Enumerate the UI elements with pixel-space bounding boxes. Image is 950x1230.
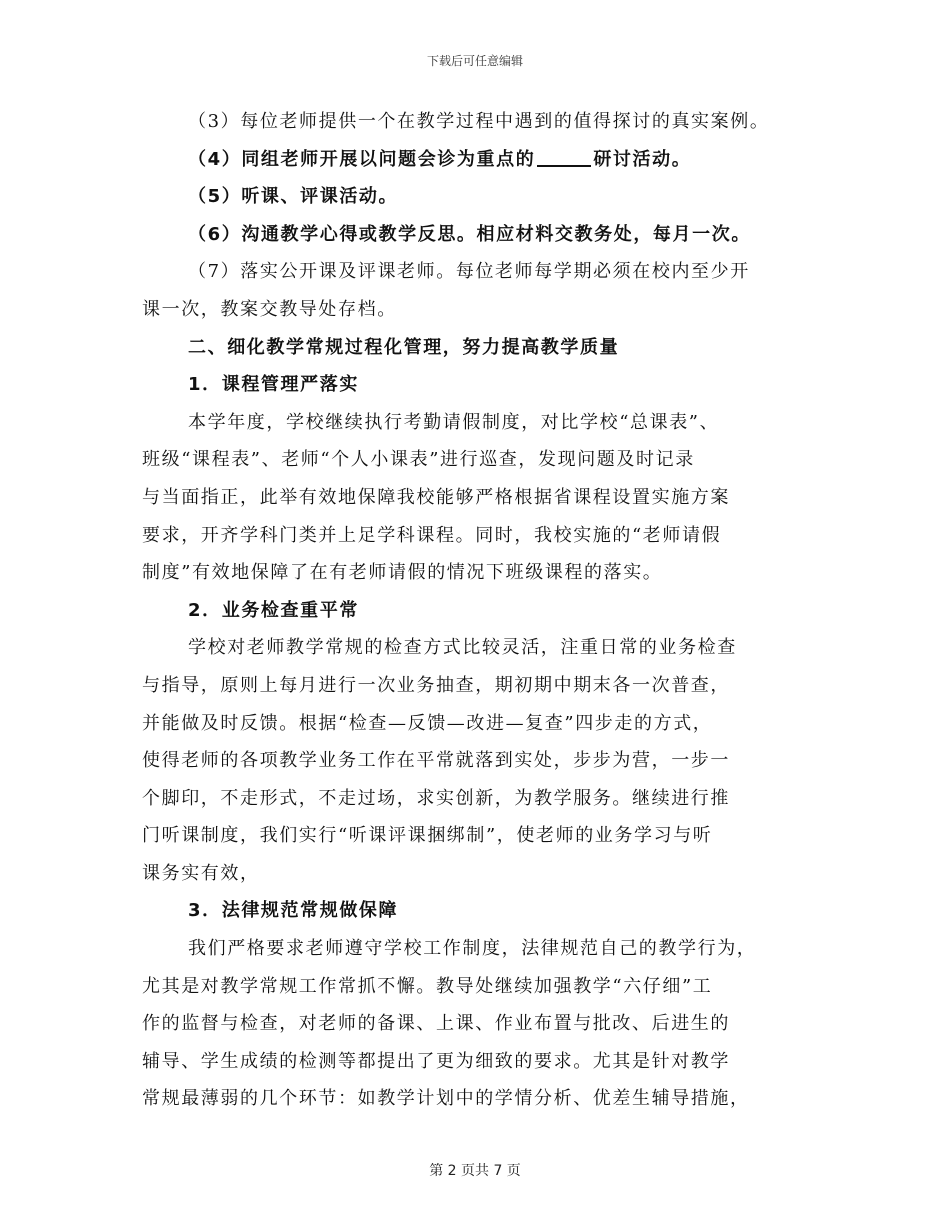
paragraph-line: 门听课制度，我们实行“听课评课捆绑制”，使老师的业务学习与听 — [142, 825, 713, 847]
paragraph-line: 课务实有效， — [142, 862, 260, 884]
paragraph-line: 个脚印，不走形式，不走过场，求实创新，为教学服务。继续进行推 — [142, 787, 730, 809]
paragraph-line: 本学年度，学校继续执行考勤请假制度，对比学校“总课表”、 — [188, 411, 720, 433]
paragraph-line: 学校对老师教学常规的检查方式比较灵活，注重日常的业务检查 — [188, 637, 737, 659]
paragraph-line: 常规最薄弱的几个环节：如教学计划中的学情分析、优差生辅导措施， — [142, 1088, 750, 1110]
subsection-title-1: 1．课程管理严落实 — [188, 374, 359, 396]
list-item-7-line-2: 课一次，教案交教导处存档。 — [142, 298, 397, 320]
list-item-6: （6）沟通教学心得或教学反思。相应材料交教务处，每月一次。 — [188, 223, 751, 245]
page-number: 第 2 页共 7 页 — [429, 1163, 521, 1179]
subsection-title-2: 2．业务检查重平常 — [188, 599, 359, 621]
paragraph-line: 与指导，原则上每月进行一次业务抽查，期初期中期末各一次普查， — [142, 674, 730, 696]
list-item-7-line-1: （7）落实公开课及评课老师。每位老师每学期必须在校内至少开 — [188, 261, 750, 283]
paragraph-line: 并能做及时反馈。根据“检查—反馈—改进—复查”四步走的方式， — [142, 712, 713, 734]
paragraph-line: 与当面指正，此举有效地保障我校能够严格根据省课程设置实施方案 — [142, 486, 730, 508]
section-heading: 二、细化教学常规过程化管理，努力提高教学质量 — [188, 336, 620, 358]
paragraph-line: 使得老师的各项教学业务工作在平常就落到实处，步步为营，一步一 — [142, 750, 730, 772]
page-header-note: 下载后可任意编辑 — [426, 54, 523, 68]
paragraph-line: 辅导、学生成绩的检测等都提出了更为细致的要求。尤其是针对教学 — [142, 1050, 730, 1072]
list-item-4-after: 研讨活动。 — [593, 148, 692, 170]
paragraph-line: 尤其是对教学常规工作常抓不懈。教导处继续加强教学“六仔细”工 — [142, 975, 713, 997]
list-item-4 — [142, 141, 812, 179]
list-item-5: （5）听课、评课活动。 — [188, 186, 399, 208]
paragraph-line: 要求，开齐学科门类并上足学科课程。同时，我校实施的“老师请假 — [142, 524, 722, 546]
list-item-4-before: （4）同组老师开展以问题会诊为重点的 — [188, 148, 536, 170]
document-body — [142, 103, 812, 1118]
paragraph-line: 我们严格要求老师遵守学校工作制度，法律规范自己的教学行为， — [188, 938, 757, 960]
paragraph-line: 作的监督与检查，对老师的备课、上课、作业布置与批改、后进生的 — [142, 1013, 730, 1035]
paragraph-line: 班级“课程表”、老师“个人小课表”进行巡查，发现问题及时记录 — [142, 449, 695, 471]
fill-in-blank — [537, 147, 591, 167]
subsection-title-3: 3．法律规范常规做保障 — [188, 900, 399, 922]
paragraph-line: 制度”有效地保障了在有老师请假的情况下班级课程的落实。 — [142, 562, 663, 584]
list-item-3: （3）每位老师提供一个在教学过程中遇到的值得探讨的真实案例。 — [188, 111, 770, 132]
